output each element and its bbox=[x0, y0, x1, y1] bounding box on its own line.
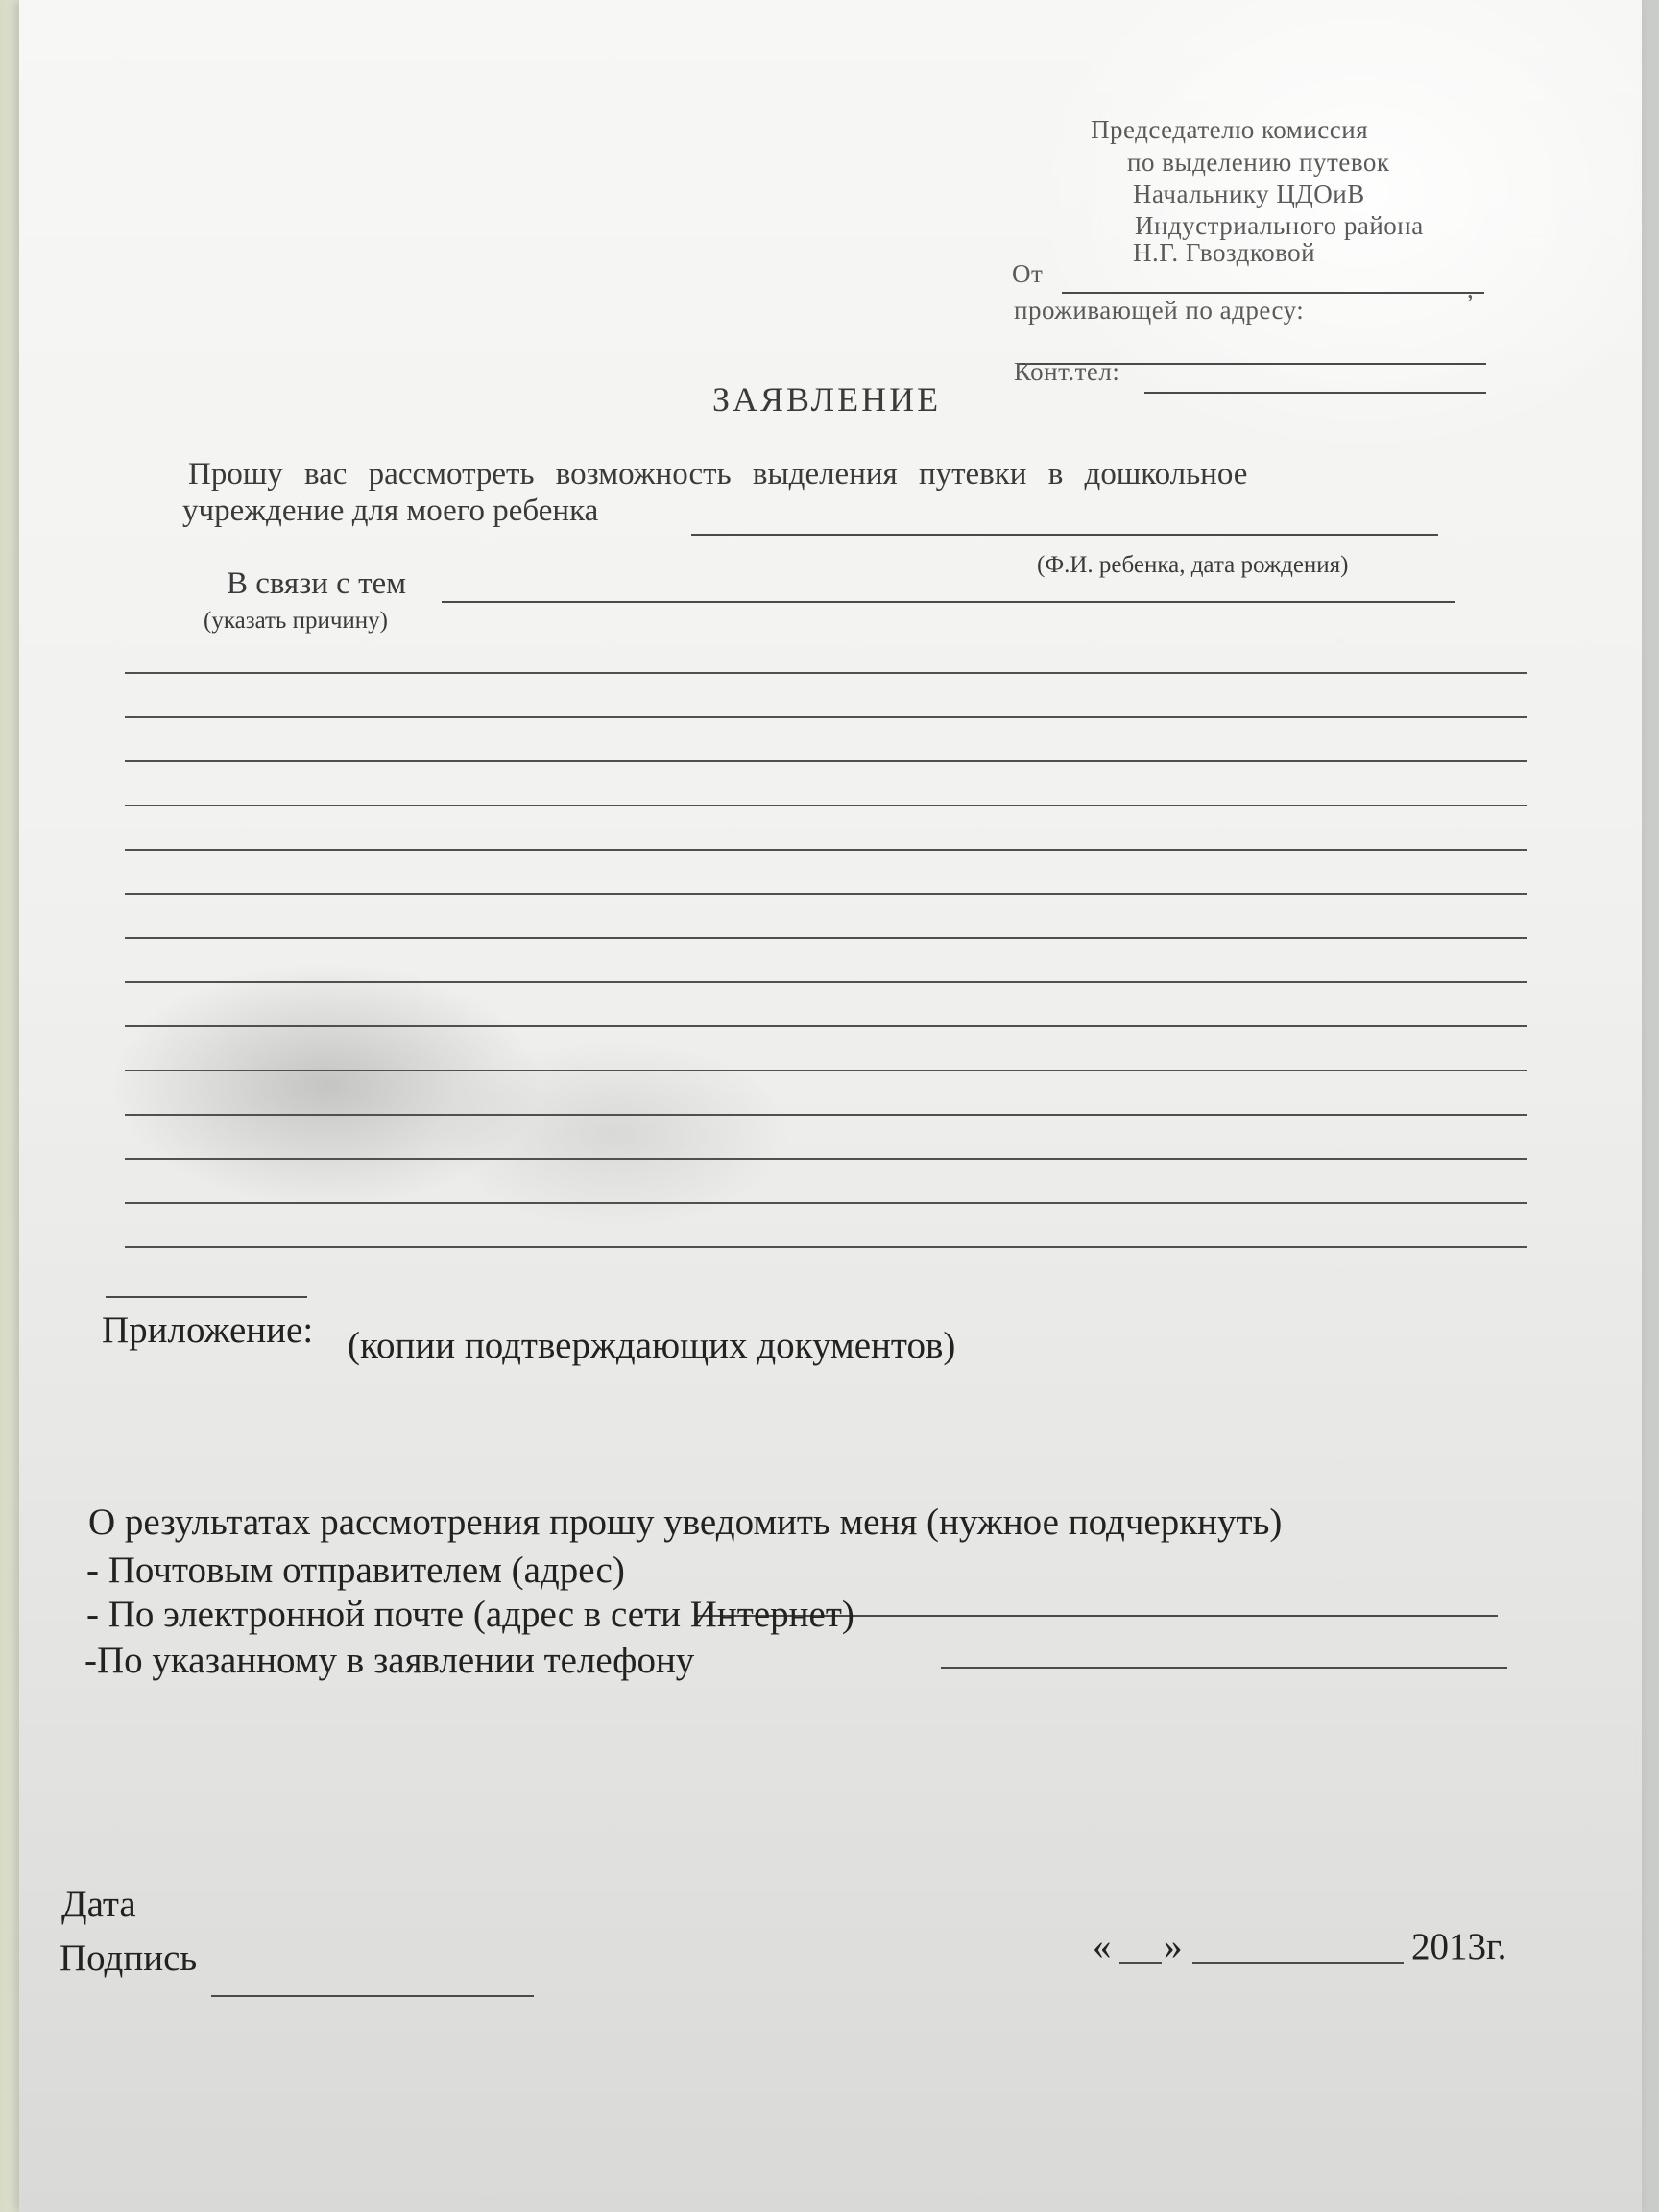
document-title: ЗАЯВЛЕНИЕ bbox=[712, 380, 942, 419]
recipient-line-3: Начальнику ЦДОиВ bbox=[1133, 180, 1365, 208]
request-line-1: Прошу вас рассмотреть возможность выделения путевки в дошкольное bbox=[188, 457, 1248, 492]
blank-line-3[interactable] bbox=[125, 760, 1527, 762]
phone-field[interactable] bbox=[1144, 392, 1486, 394]
year-text: 2013г. bbox=[1411, 1926, 1507, 1967]
date-quote-close: » bbox=[1164, 1926, 1183, 1967]
reason-hint: (указать причину) bbox=[204, 608, 389, 634]
from-name-field[interactable] bbox=[1062, 292, 1484, 294]
recipient-line-4: Индустриального района bbox=[1135, 211, 1424, 240]
date-label: Дата bbox=[61, 1884, 136, 1925]
address-label: проживающей по адресу: bbox=[1014, 296, 1305, 325]
notify-option-phone: -По указанному в заявлении телефону bbox=[84, 1640, 695, 1681]
blank-line-10[interactable] bbox=[125, 1070, 1527, 1071]
recipient-line-1: Председателю комиссия bbox=[1091, 115, 1369, 144]
month-field[interactable] bbox=[1192, 1962, 1404, 1964]
attachment-label: Приложение: bbox=[102, 1310, 314, 1351]
signature-field[interactable] bbox=[211, 1995, 534, 1997]
blank-line-11[interactable] bbox=[125, 1114, 1527, 1116]
blank-line-2[interactable] bbox=[125, 716, 1527, 718]
short-end-line bbox=[106, 1296, 307, 1298]
blank-line-8[interactable] bbox=[125, 981, 1527, 983]
blank-line-13[interactable] bbox=[125, 1202, 1527, 1204]
notify-option-email: - По электронной почте (адрес в сети Интернет) bbox=[86, 1594, 854, 1635]
blank-line-9[interactable] bbox=[125, 1025, 1527, 1027]
from-label: От bbox=[1012, 259, 1044, 288]
attachment-text: (копии подтверждающих документов) bbox=[348, 1325, 956, 1366]
blank-line-5[interactable] bbox=[125, 849, 1527, 851]
blank-line-1[interactable] bbox=[125, 672, 1527, 674]
recipient-line-2: по выделению путевок bbox=[1127, 148, 1390, 177]
blank-line-4[interactable] bbox=[125, 805, 1527, 806]
email-address-field[interactable] bbox=[941, 1667, 1507, 1669]
reason-label: В связи с тем bbox=[227, 566, 407, 601]
notify-option-mail: - Почтовым отправителем (адрес) bbox=[86, 1550, 625, 1591]
day-field[interactable] bbox=[1119, 1962, 1162, 1964]
signature-label: Подпись bbox=[60, 1937, 198, 1979]
child-info-field[interactable] bbox=[691, 534, 1438, 536]
phone-label: Конт.тел: bbox=[1014, 357, 1120, 386]
recipient-line-5: Н.Г. Гвоздковой bbox=[1133, 238, 1316, 267]
blank-line-7[interactable] bbox=[125, 937, 1527, 939]
request-line-2: учреждение для моего ребенка bbox=[182, 493, 599, 528]
reason-field[interactable] bbox=[442, 601, 1455, 603]
blank-line-14[interactable] bbox=[125, 1246, 1527, 1248]
blank-line-6[interactable] bbox=[125, 893, 1527, 895]
from-comma: , bbox=[1467, 275, 1475, 303]
blank-line-12[interactable] bbox=[125, 1158, 1527, 1160]
application-form-page bbox=[19, 0, 1642, 2212]
notify-header: О результатах рассмотрения прошу уведомить меня (нужное подчеркнуть) bbox=[88, 1502, 1283, 1543]
date-quote-open: « bbox=[1093, 1926, 1112, 1967]
child-info-hint: (Ф.И. ребенка, дата рождения) bbox=[1037, 552, 1349, 578]
